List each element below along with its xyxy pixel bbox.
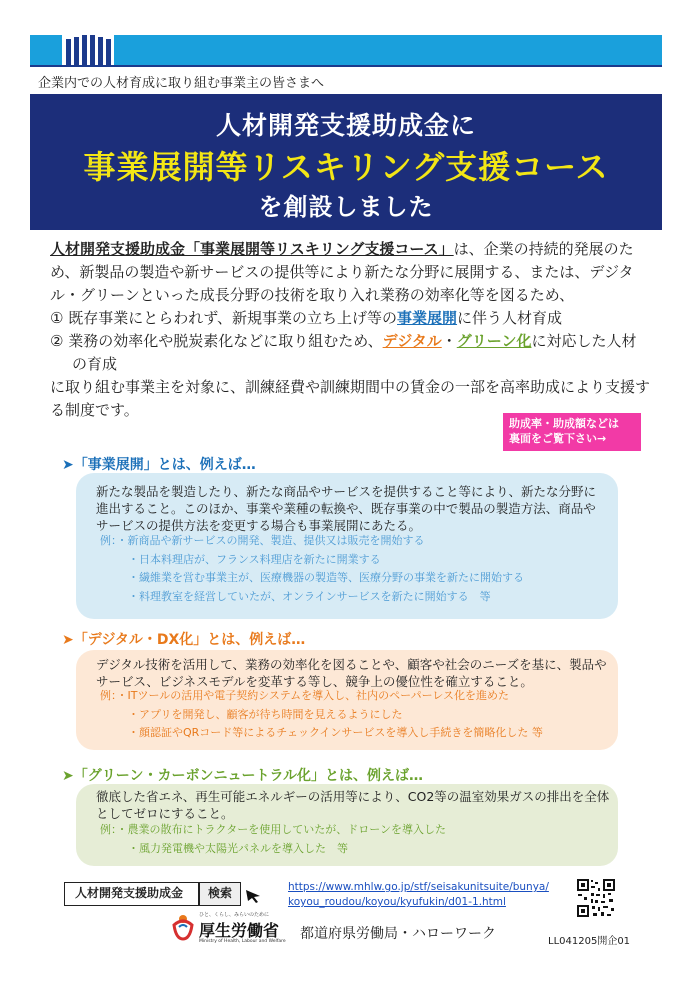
example-item: ・繊維業を営む事業主が、医療機器の製造等、医療分野の事業を新たに開始する	[128, 571, 524, 584]
title-line-2: 事業展開等リスキリング支援コース	[83, 148, 609, 186]
title-banner	[30, 94, 662, 230]
back-page-note	[503, 413, 641, 451]
title-line-3: を創設しました	[258, 193, 434, 221]
section-box-digital-dx	[76, 650, 618, 750]
item-1-highlight: 事業展開	[397, 309, 458, 327]
item-2-highlight-digital: デジタル	[382, 332, 442, 350]
intro-text: 企業内での人材育成に取り組む事業主の皆さまへ	[38, 76, 325, 91]
example-list	[100, 821, 446, 858]
search-button[interactable]: 検索	[199, 882, 241, 906]
section-description: 徹底した省エネ、再生可能エネルギーの活用等により、CO2等の温室効果ガスの排出を全体としてゼロにすること。	[96, 789, 610, 821]
title-line-1: 人材開発支援助成金に	[215, 111, 476, 140]
back-page-note-line-2: 裏面をご覧下さい→	[509, 432, 607, 445]
ministry-tagline: ひと、くらし、みらいのために	[199, 912, 270, 918]
section-heading-green-carbon-neutral: ➤「グリーン・カーボンニュートラル化」とは、例えば…	[62, 768, 424, 784]
section-description: 新たな製品を製造したり、新たな商品やサービスを提供すること等により、新たな分野に進出すること。このほか、事業や業種の転換や、既存事業の中で製品の製造方法、商品やサービスの提供方法を変更する場合も事業展開にあたる。	[96, 484, 597, 533]
cursor-arrow-icon	[244, 888, 266, 908]
ministry-english-name: Ministry of Health, Labour and Welfare	[199, 939, 286, 944]
item-2-prefix: ② 業務の効率化や脱炭素化などに取り組むため、	[50, 332, 383, 350]
document-code: LL041205開企01	[548, 936, 631, 947]
example-list	[100, 532, 524, 606]
example-item: 例：・農業の散布にトラクターを使用していたが、ドローンを導入した	[100, 823, 447, 836]
url-line-1[interactable]: https://www.mhlw.go.jp/stf/seisakunitsuite/bunya/	[288, 881, 549, 893]
item-1-prefix: ① 既存事業にとらわれず、新規事業の立ち上げ等の	[50, 309, 398, 327]
body-paragraph	[50, 238, 650, 422]
section-description: デジタル技術を活用して、業務の効率化を図ることや、顧客や社会のニーズを基に、製品やサービス、ビジネスモデルを変革する等し、競争上の優位性を確立すること。	[96, 657, 607, 689]
item-2	[50, 330, 650, 376]
lead-bold: 人材開発支援助成金「事業展開等リスキリング支援コース」	[50, 240, 454, 258]
search-term-box[interactable]: 人材開発支援助成金	[64, 882, 199, 906]
closing-paragraph: に取り組む事業主を対象に、訓練経費や訓練期間中の賃金の一部を高率助成により支援する制度です。	[50, 378, 651, 419]
lead-paragraph	[50, 238, 650, 307]
item-2-highlight-green: グリーン化	[456, 332, 532, 350]
example-item: ・日本料理店が、フランス料理店を新たに開業する	[128, 552, 381, 566]
lead-rest: は、企業の持続的発展のため、新製品の製造や新サービスの提供等により新たな分野に展開する、または、デジタル・グリーンといった成長分野の技術を取り入れ業務の効率化等を図るため、	[50, 240, 634, 304]
section-heading-business-expansion: ➤「事業展開」とは、例えば…	[62, 457, 256, 473]
example-item: ・顔認証やQRコード等によるチェックインサービスを導入し手続きを簡略化した 等	[128, 726, 543, 739]
back-page-note-line-1: 助成率・助成額などは	[509, 417, 619, 430]
item-2-suffix: に対応した人材の育成	[72, 332, 637, 373]
section-box-business-expansion	[76, 473, 618, 619]
website-link[interactable]	[288, 880, 549, 910]
example-item: 例：・ITツールの活用や電子契約システムを導入し、社内のペーパーレス化を進めた	[100, 689, 510, 702]
office-name: 都道府県労働局・ハローワーク	[300, 926, 496, 942]
url-line-2[interactable]: koyou_roudou/koyou/kyufukin/d01-1.html	[288, 896, 506, 908]
header-bar	[30, 35, 662, 65]
example-list	[100, 687, 543, 743]
example-item: 例：・新商品や新サービスの開発、製造、提供又は販売を開始する	[100, 534, 425, 547]
item-1	[50, 307, 650, 330]
example-item: ・アプリを開発し、顧客が待ち時間を見えるようにした	[128, 707, 403, 721]
item-1-suffix: に伴う人材育成	[457, 309, 563, 327]
section-heading-digital-dx: ➤「デジタル・DX化」とは、例えば…	[62, 632, 306, 648]
ministry-logo	[170, 913, 196, 945]
qr-code-icon	[576, 878, 616, 918]
item-2-sep: ・	[441, 332, 457, 350]
example-item: ・風力発電機や太陽光パネルを導入した 等	[128, 841, 348, 855]
header-divider	[30, 65, 662, 67]
ministry-emblem-icon	[170, 913, 196, 941]
example-item: ・料理教室を経営していたが、オンラインサービスを新たに開始する 等	[128, 589, 491, 603]
fan-logo-icon	[62, 35, 114, 65]
ministry-name: 厚生労働省	[199, 921, 280, 940]
section-box-green-carbon-neutral	[76, 784, 618, 866]
